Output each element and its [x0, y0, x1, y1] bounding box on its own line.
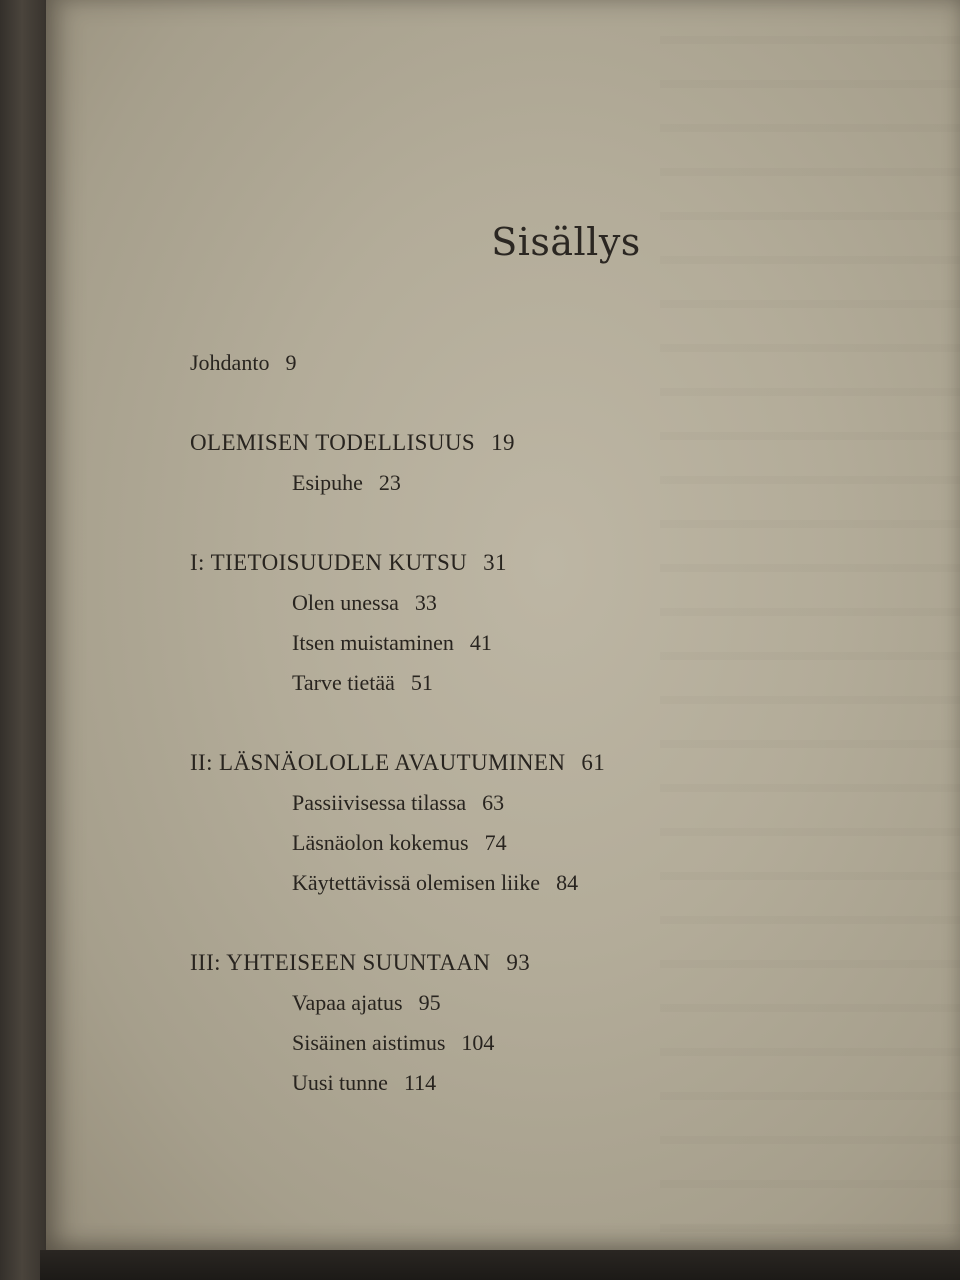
toc-entry-page: 114	[403, 1070, 437, 1095]
toc-entry-title: Itsen muistaminen	[292, 630, 454, 655]
toc-section-part-2	[190, 750, 605, 776]
toc-section-title: II: LÄSNÄOLOLLE AVAUTUMINEN	[190, 750, 566, 775]
toc-entry-vapaa-ajatus	[292, 990, 441, 1016]
toc-section-page: 19	[491, 430, 515, 455]
toc-entry-page: 23	[378, 470, 401, 495]
book-page	[46, 0, 960, 1252]
toc-entry-title: Olen unessa	[292, 590, 399, 615]
toc-entry-title: Passiivisessa tilassa	[292, 790, 467, 815]
toc-entry-title: Sisäinen aistimus	[292, 1030, 446, 1055]
toc-entry-title: Läsnäolon kokemus	[292, 830, 469, 855]
toc-section-page: 31	[483, 550, 507, 575]
toc-entry-uusi-tunne	[292, 1070, 436, 1096]
toc-entry-title: Esipuhe	[292, 470, 363, 495]
toc-entry-kaytettavissa-olemisen-liike	[292, 870, 578, 896]
toc-section-page: 61	[581, 750, 606, 775]
toc-entry-page: 33	[414, 590, 437, 615]
toc-section-page: 93	[506, 950, 531, 975]
toc-entry-esipuhe	[292, 470, 401, 496]
toc-entry-title: Vapaa ajatus	[292, 990, 403, 1015]
toc-section-part-1	[190, 550, 507, 576]
toc-entry-title: Johdanto	[190, 350, 270, 375]
toc-entry-title: Käytettävissä olemisen liike	[292, 870, 541, 895]
toc-section-title: III: YHTEISEEN SUUNTAAN	[190, 950, 491, 975]
toc-entry-lasnaolon-kokemus	[292, 830, 507, 856]
toc-section-part-3	[190, 950, 530, 976]
toc-entry-johdanto	[190, 350, 296, 376]
toc-entry-page: 84	[556, 870, 579, 895]
toc-entry-itsen-muistaminen	[292, 630, 492, 656]
toc-entry-olen-unessa	[292, 590, 437, 616]
toc-entry-title: Tarve tietää	[292, 670, 395, 695]
page-title: Sisällys	[491, 220, 641, 264]
toc-entry-page: 9	[285, 350, 297, 375]
toc-entry-tarve-tietaa	[292, 670, 433, 696]
toc-entry-page: 63	[482, 790, 505, 815]
toc-entry-title: Uusi tunne	[292, 1070, 388, 1095]
toc-section-title: I: TIETOISUUDEN KUTSU	[190, 550, 468, 575]
toc-entry-passiivisessa-tilassa	[292, 790, 504, 816]
toc-section-title: OLEMISEN TODELLISUUS	[190, 430, 476, 455]
toc-section-olemisen-todellisuus	[190, 430, 515, 456]
toc-entry-page: 41	[469, 630, 492, 655]
toc-entry-page: 74	[484, 830, 507, 855]
toc-entry-sisainen-aistimus	[292, 1030, 494, 1056]
toc-entry-page: 95	[418, 990, 441, 1015]
toc-entry-page: 104	[461, 1030, 495, 1055]
toc-entry-page: 51	[410, 670, 433, 695]
book-bottom-edge	[40, 1250, 960, 1280]
show-through-text	[660, 0, 960, 1250]
